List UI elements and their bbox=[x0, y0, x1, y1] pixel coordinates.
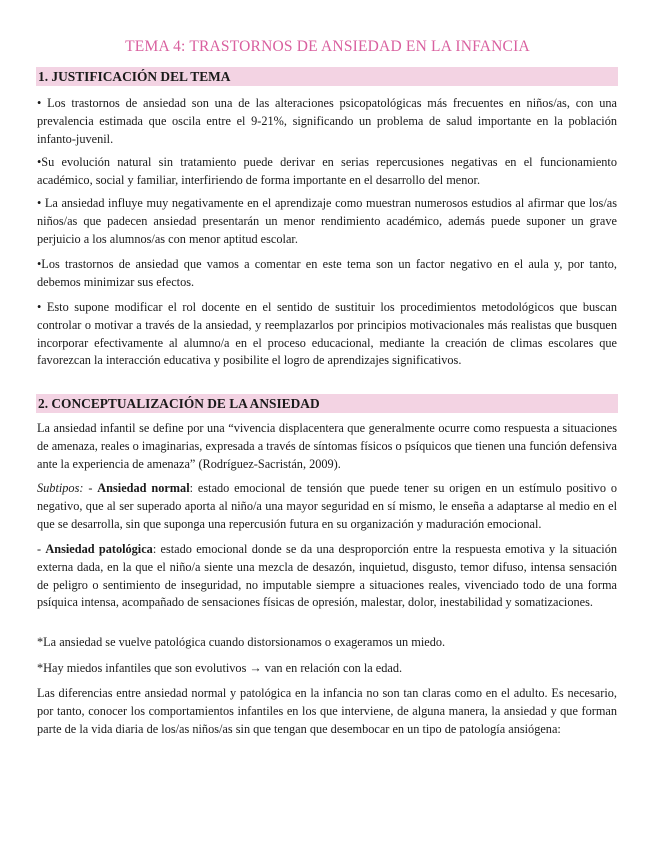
paragraph-closing: Las diferencias entre ansiedad normal y patológica en la infancia no son tan claras como en el adulto. Es necesario, por tanto, conocer los comportamientos infantiles en los que interviene, de alguna manera, la ansiedad y que forman parte de la vida diaria de los/as niños/as sin que tengan que desembocar en un tipo de patología ansiógena: bbox=[37, 686, 617, 736]
paragraph-ansiedad-patologica bbox=[37, 541, 617, 612]
term-ansiedad-normal: Ansiedad normal bbox=[97, 481, 190, 495]
section-header-conceptualizacion: 2. CONCEPTUALIZACIÓN DE LA ANSIEDAD bbox=[36, 394, 618, 413]
note: *Hay miedos infantiles que son evolutivos → van en relación con la edad. bbox=[37, 661, 403, 675]
paragraph-definition: La ansiedad infantil se define por una “vivencia displacentera que generalmente ocurre como respuesta a situaciones de amenaza, reales o imaginarias, expresada a través de síntomas físicos o psíquicos que tienen una función defensiva ante la experiencia de amenaza” (Rodríguez-Sacristán, 2009). bbox=[37, 421, 617, 471]
list-dash: - bbox=[83, 481, 98, 495]
list-dash: - bbox=[37, 542, 46, 556]
section-header-justificacion: 1. JUSTIFICACIÓN DEL TEMA bbox=[36, 67, 618, 86]
definition-text: : estado emocional donde se da una desproporción entre la respuesta emotiva y la situación externa dada, en la que el niño/a siente una mezcla de desazón, inquietud, disgusto, temor difuso, intensa sensación de peligro o sentimiento de inseguridad, no imputable siempre a situaciones reales, vivenciado todo de una forma psíquica intensa, acompañado de sensaciones físicas de opresión, malestar, dolor, inestabilidad y somatizaciones. bbox=[37, 542, 617, 610]
subtypes-label: Subtipos: bbox=[37, 481, 84, 495]
page-title: TEMA 4: TRASTORNOS DE ANSIEDAD EN LA INFANCIA bbox=[125, 38, 530, 55]
note: *La ansiedad se vuelve patológica cuando distorsionamos o exageramos un miedo. bbox=[37, 635, 446, 649]
paragraph-ansiedad-normal bbox=[37, 480, 617, 533]
definition-text: : estado emocional de tensión que puede tener su origen en un estímulo positivo o negativo, que al ser superado aporta al niño/a una mayor seguridad en sí mismo, le enseña a adaptarse al medio en el que se desarrolla, sin que suponga una repercusión futura en su organización y maduración emocional. bbox=[37, 481, 617, 531]
paragraph: • Los trastornos de ansiedad son una de las alteraciones psicopatológicas más frecuentes en niños/as, con una prevalencia estimada que oscila entre el 9-21%, significando un problema de salud importante en la población infanto-juvenil. bbox=[37, 96, 617, 146]
paragraph: •Su evolución natural sin tratamiento puede derivar en serias repercusiones negativas en el funcionamiento académico, social y familiar, interfiriendo de forma importante en el desarrollo del menor. bbox=[37, 155, 617, 187]
paragraph: • Esto supone modificar el rol docente en el sentido de sustituir los procedimientos metodológicos que buscan controlar o motivar a través de la ansiedad, y reemplazarlos por principios motivacionales más realistas que busquen incorporar efectivamente al alumno/a en el proceso educacional, mediante la creación de climas escolares que favorezcan la interacción educativa y posibilite el logro de aprendizajes significativos. bbox=[37, 300, 617, 368]
term-ansiedad-patologica: Ansiedad patológica bbox=[45, 542, 153, 556]
paragraph: • La ansiedad influye muy negativamente en el aprendizaje como muestran numerosos estudios al afirmar que los/as niños/as que padecen ansiedad presentarán un menor rendimiento académico, además puede suponer un grave perjuicio a los alumnos/as con menor aptitud escolar. bbox=[37, 196, 617, 246]
paragraph: •Los trastornos de ansiedad que vamos a comentar en este tema son un factor negativo en el aula y, por tanto, debemos minimizar sus efectos. bbox=[37, 257, 617, 289]
